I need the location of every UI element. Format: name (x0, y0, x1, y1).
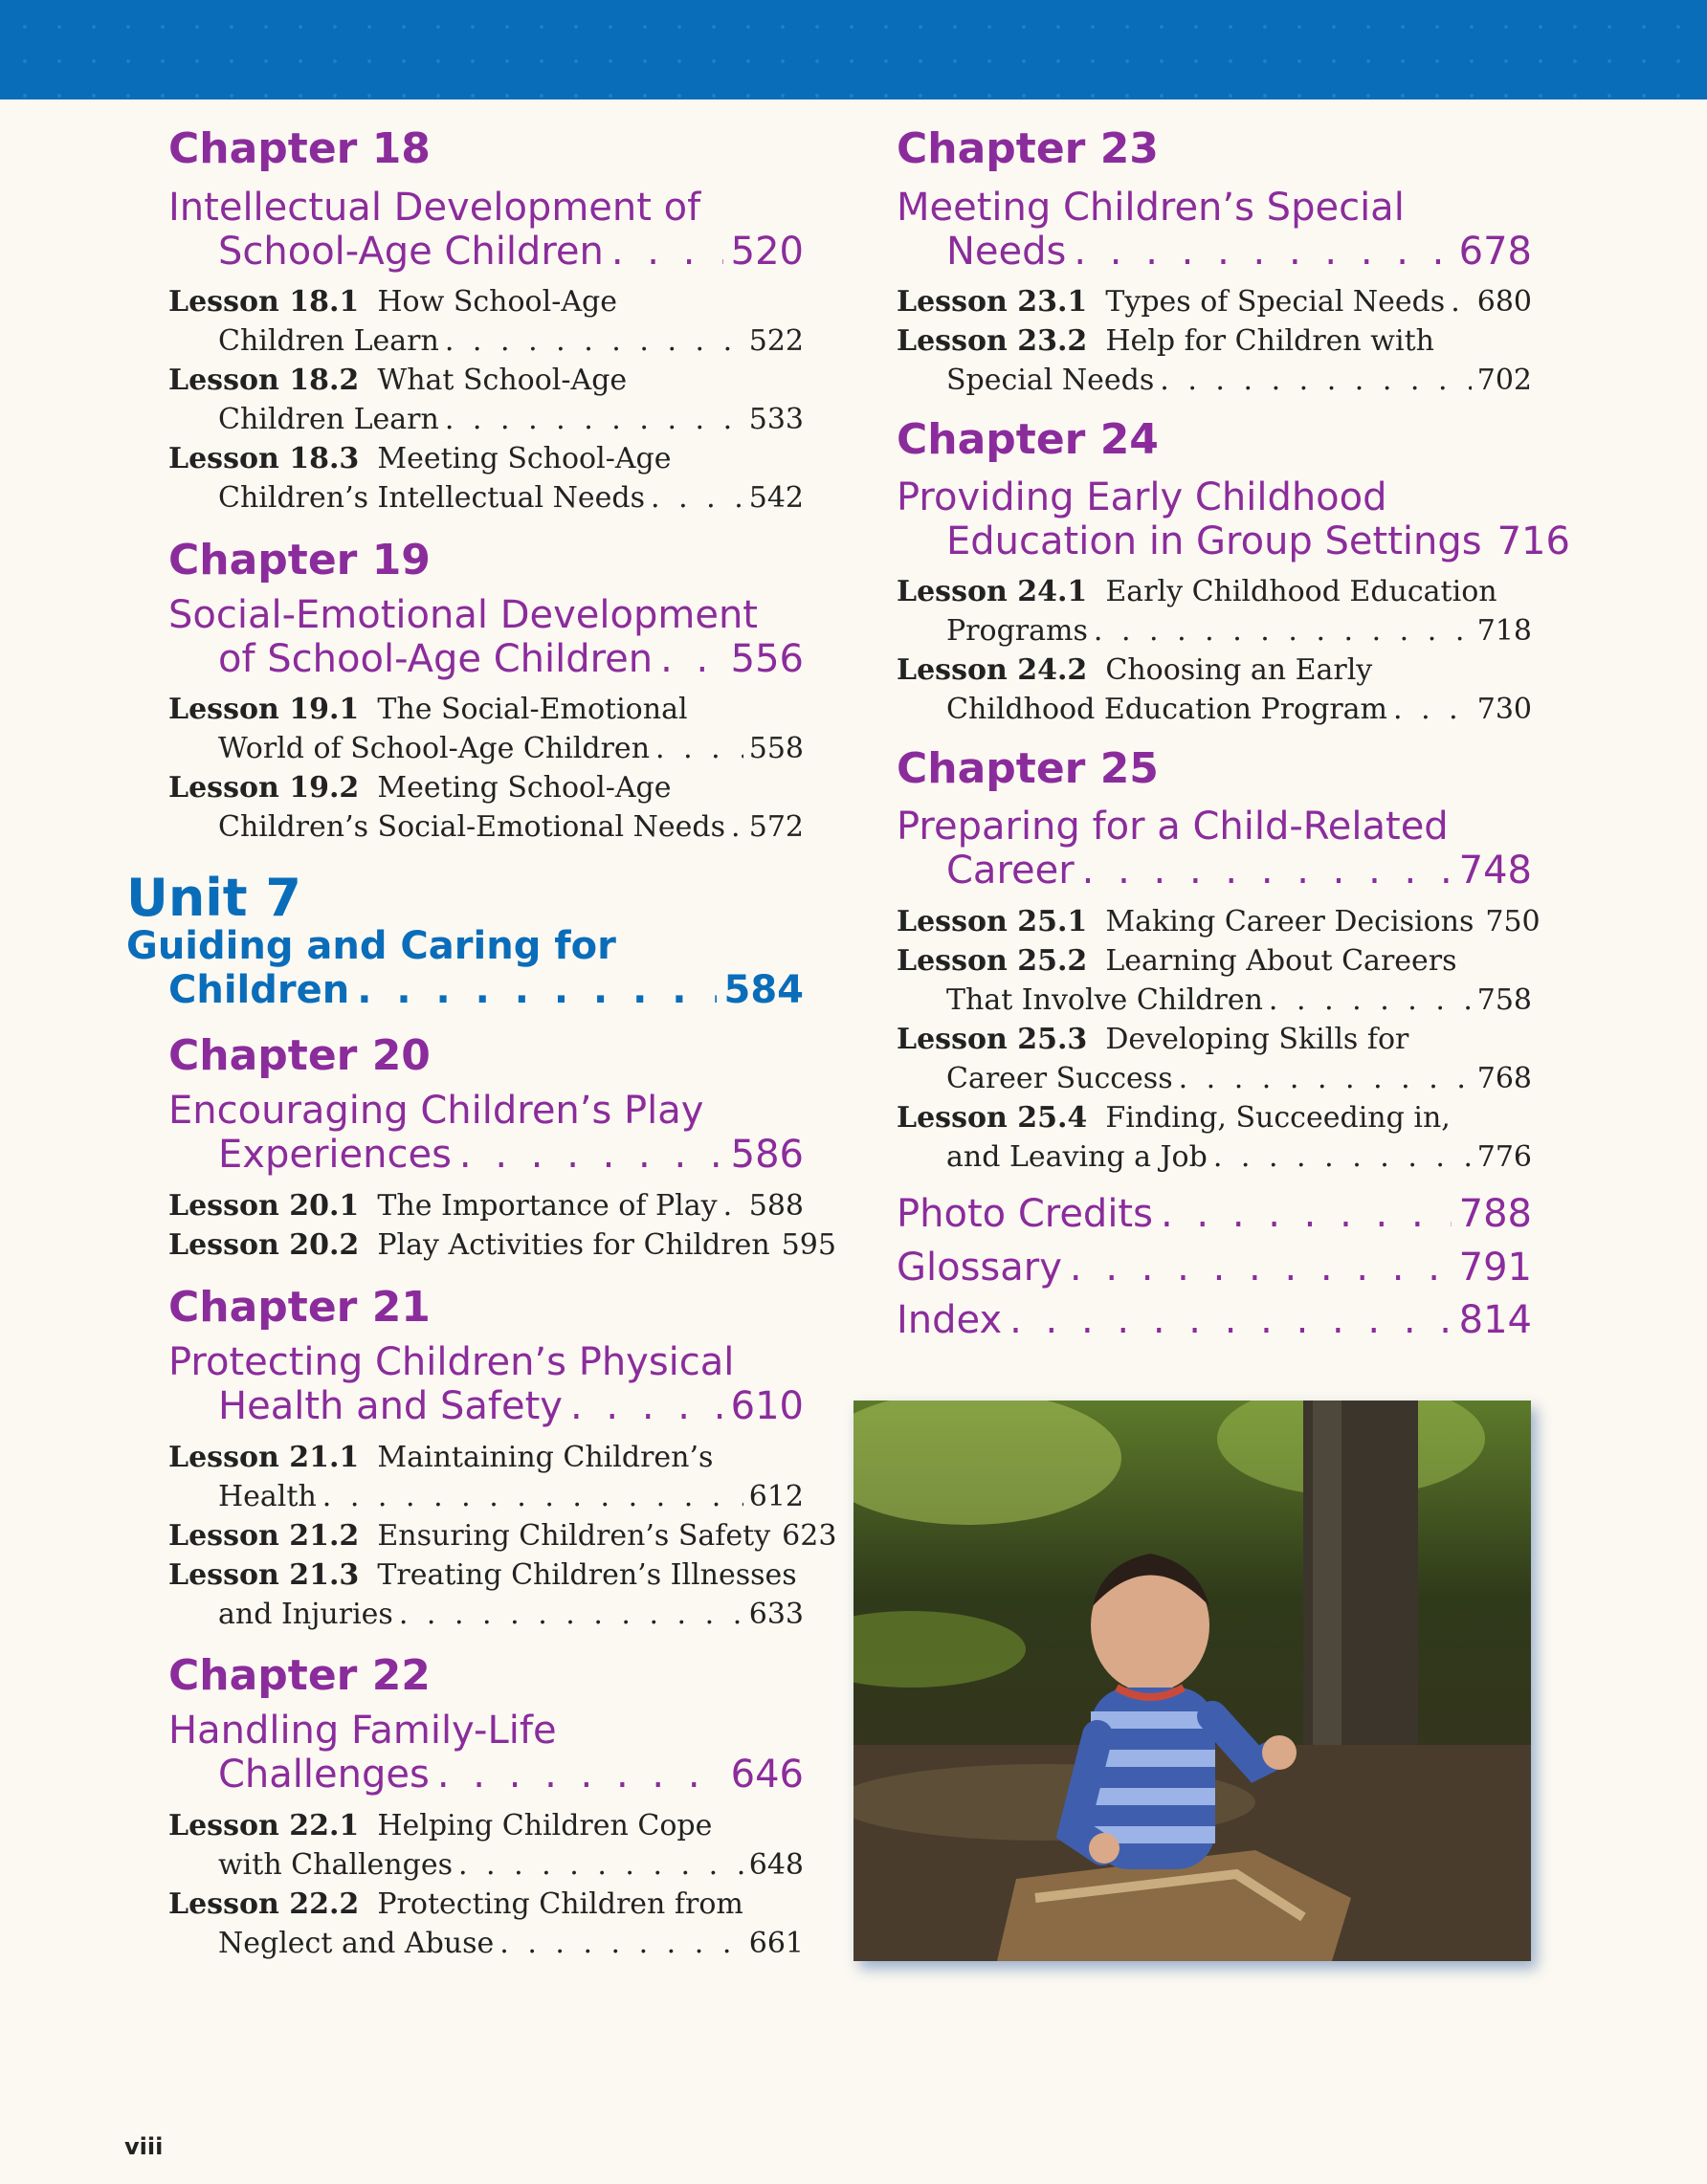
lesson-number: Lesson 20.1 (168, 1189, 360, 1223)
lesson-title-cont: Children’s Intellectual Needs (218, 481, 646, 515)
leader-dots (651, 478, 743, 518)
leader-dots (1094, 611, 1472, 651)
lesson-title: The Importance of Play (377, 1189, 718, 1223)
page-ref: 572 (748, 810, 804, 844)
lesson-number: Lesson 25.1 (897, 905, 1088, 938)
page-ref: 556 (730, 637, 804, 681)
chapter-title-line2: Education in Group Settings (946, 519, 1482, 563)
chapter-20-title[interactable] (168, 1089, 804, 1177)
lesson-title: Making Career Decisions (1105, 905, 1474, 938)
lesson-19-1[interactable] (168, 690, 804, 768)
lesson-number: Lesson 24.1 (897, 575, 1088, 608)
leader-dots (660, 637, 723, 681)
leader-dots (1070, 1246, 1452, 1290)
lesson-24-1[interactable] (897, 572, 1532, 651)
lesson-21-2[interactable] (168, 1516, 837, 1555)
lesson-22-1[interactable] (168, 1806, 804, 1885)
page-ref: 595 (781, 1228, 836, 1262)
lesson-number: Lesson 19.1 (168, 693, 360, 726)
lesson-number: Lesson 20.2 (168, 1228, 360, 1262)
leader-dots (1082, 849, 1452, 893)
chapter-23-heading[interactable]: Chapter 23 (897, 124, 1159, 173)
lesson-21-1[interactable] (168, 1438, 804, 1516)
lesson-number: Lesson 19.2 (168, 771, 360, 805)
chapter-title-line2: Career (946, 849, 1075, 893)
lesson-title: Treating Children’s Illnesses (377, 1558, 797, 1592)
leader-dots (723, 1186, 743, 1225)
leader-dots (322, 1477, 743, 1516)
page-ref: 716 (1496, 519, 1570, 563)
lesson-title: Protecting Children from (377, 1887, 743, 1921)
chapter-title-line1: Handling Family-Life (168, 1709, 557, 1753)
lesson-number: Lesson 18.1 (168, 285, 360, 319)
page-ref: 678 (1458, 230, 1532, 274)
page-ref: 718 (1476, 614, 1532, 648)
lesson-18-1[interactable] (168, 282, 804, 361)
lesson-25-2[interactable] (897, 941, 1532, 1020)
lesson-number: Lesson 21.3 (168, 1558, 360, 1592)
lesson-title: Play Activities for Children (377, 1228, 770, 1262)
lesson-number: Lesson 21.2 (168, 1519, 360, 1553)
leader-dots (357, 968, 716, 1012)
page-number: viii (124, 2133, 164, 2160)
lesson-number: Lesson 23.2 (897, 324, 1088, 358)
lesson-24-2[interactable] (897, 651, 1532, 729)
header-band (0, 0, 1707, 99)
lesson-title: Types of Special Needs (1105, 285, 1446, 319)
lesson-22-2[interactable] (168, 1885, 804, 1963)
page-ref: 814 (1458, 1298, 1532, 1342)
lesson-number: Lesson 22.1 (168, 1809, 360, 1842)
page-ref: 520 (730, 230, 804, 274)
lesson-title-cont: Childhood Education Program (946, 693, 1388, 726)
lesson-number: Lesson 22.2 (168, 1887, 360, 1921)
leader-dots (570, 1384, 723, 1428)
lesson-number: Lesson 23.1 (897, 285, 1088, 319)
lesson-23-1[interactable] (897, 282, 1532, 321)
lesson-title-cont: and Injuries (218, 1598, 393, 1631)
page-ref: 623 (782, 1519, 837, 1553)
leader-dots (445, 321, 743, 361)
lesson-25-3[interactable] (897, 1020, 1532, 1098)
chapter-title-line1: Social-Emotional Development (168, 593, 758, 637)
glossary-entry[interactable] (897, 1246, 1532, 1290)
backmatter-label: Index (897, 1298, 1003, 1342)
chapter-18-title[interactable] (168, 186, 804, 274)
leader-dots (655, 729, 743, 768)
page-ref: 791 (1458, 1246, 1532, 1290)
lesson-18-3[interactable] (168, 439, 804, 518)
lesson-title: Ensuring Children’s Safety (377, 1519, 771, 1553)
page-ref: 748 (1458, 849, 1532, 893)
lesson-title: What School-Age (377, 364, 628, 397)
chapter-title-line2: Health and Safety (218, 1384, 563, 1428)
lesson-number: Lesson 25.3 (897, 1023, 1088, 1056)
chapter-24-heading[interactable]: Chapter 24 (897, 415, 1159, 464)
leader-dots (1213, 1137, 1472, 1177)
lesson-title-cont: and Leaving a Job (946, 1140, 1208, 1174)
leader-dots (1160, 361, 1471, 400)
lesson-23-2[interactable] (897, 321, 1532, 400)
chapter-24-title[interactable] (897, 475, 1570, 563)
chapter-title-line2: Experiences (218, 1133, 452, 1177)
photo-illustration (854, 1401, 1531, 1961)
lesson-number: Lesson 21.1 (168, 1441, 360, 1474)
lesson-number: Lesson 18.3 (168, 442, 360, 475)
lesson-title: Maintaining Children’s (377, 1441, 714, 1474)
lesson-title-cont: Health (218, 1480, 317, 1513)
leader-dots (445, 400, 743, 439)
lesson-title-cont: Children Learn (218, 403, 439, 436)
chapter-21-heading[interactable]: Chapter 21 (168, 1283, 431, 1332)
unit-title-line2: Children (168, 968, 350, 1012)
chapter-title-line2: Challenges (218, 1753, 430, 1797)
lesson-title-cont: Career Success (946, 1062, 1173, 1095)
lesson-title: The Social-Emotional (377, 693, 688, 726)
page-ref: 776 (1476, 1140, 1532, 1174)
chapter-title-line2: of School-Age Children (218, 637, 654, 681)
page-ref: 533 (748, 403, 804, 436)
leader-dots (611, 230, 723, 274)
chapter-title-line2: School-Age Children (218, 230, 604, 274)
chapter-25-heading[interactable]: Chapter 25 (897, 744, 1159, 793)
leader-dots (1179, 1059, 1472, 1098)
leader-dots (399, 1595, 743, 1634)
lesson-title: Meeting School-Age (377, 442, 672, 475)
lesson-title: Developing Skills for (1105, 1023, 1409, 1056)
page-ref: 730 (1476, 693, 1532, 726)
chapter-20-heading[interactable]: Chapter 20 (168, 1031, 431, 1080)
lesson-20-2[interactable] (168, 1225, 836, 1265)
leader-dots (731, 807, 743, 847)
page-ref: 758 (1476, 983, 1532, 1017)
page-ref: 584 (723, 968, 804, 1012)
leader-dots (1451, 282, 1472, 321)
lesson-title-cont: That Involve Children (946, 983, 1263, 1017)
page-ref: 610 (730, 1384, 804, 1428)
page-ref: 750 (1485, 905, 1541, 938)
page-ref: 612 (748, 1480, 804, 1513)
lesson-number: Lesson 25.4 (897, 1101, 1088, 1135)
unit-7-heading[interactable]: Unit 7 (126, 868, 301, 928)
lesson-title-cont: Special Needs (946, 364, 1155, 397)
chapter-19-heading[interactable]: Chapter 19 (168, 536, 431, 585)
leader-dots (1009, 1298, 1452, 1342)
lesson-number: Lesson 24.2 (897, 653, 1088, 687)
chapter-19-title[interactable] (168, 593, 804, 681)
chapter-18-heading[interactable]: Chapter 18 (168, 124, 431, 173)
page-ref: 522 (748, 324, 804, 358)
lesson-title-cont: Programs (946, 614, 1088, 648)
chapter-title-line1: Protecting Children’s Physical (168, 1340, 735, 1384)
leader-dots (437, 1753, 723, 1797)
leader-dots (1161, 1192, 1452, 1236)
leader-dots (1393, 690, 1472, 729)
toddler-forest-photo (854, 1401, 1531, 1961)
backmatter-label: Glossary (897, 1246, 1062, 1290)
chapter-title-line1: Meeting Children’s Special (897, 186, 1405, 230)
chapter-title-line1: Encouraging Children’s Play (168, 1089, 704, 1133)
chapter-21-title[interactable] (168, 1340, 804, 1428)
chapter-22-heading[interactable]: Chapter 22 (168, 1651, 431, 1700)
lesson-18-2[interactable] (168, 361, 804, 439)
leader-dots (499, 1924, 743, 1963)
page-ref: 588 (748, 1189, 804, 1223)
page-ref: 680 (1476, 285, 1532, 319)
page-ref: 768 (1476, 1062, 1532, 1095)
lesson-title-cont: World of School-Age Children (218, 732, 651, 765)
chapter-23-title[interactable] (897, 186, 1532, 274)
chapter-title-line1: Intellectual Development of (168, 186, 701, 230)
chapter-title-line1: Preparing for a Child-Related (897, 805, 1449, 849)
lesson-title: Help for Children with (1105, 324, 1434, 358)
lesson-title-cont: Neglect and Abuse (218, 1927, 495, 1960)
leader-dots (459, 1133, 723, 1177)
page-ref: 661 (748, 1927, 804, 1960)
chapter-22-title[interactable] (168, 1709, 804, 1797)
lesson-25-1[interactable] (897, 902, 1541, 941)
lesson-title-cont: with Challenges (218, 1848, 453, 1882)
page-ref: 648 (748, 1848, 804, 1882)
index-entry[interactable] (897, 1298, 1532, 1342)
page-ref: 702 (1476, 364, 1532, 397)
lesson-title: Meeting School-Age (377, 771, 672, 805)
lesson-title: Early Childhood Education (1105, 575, 1497, 608)
page-ref: 788 (1458, 1192, 1532, 1236)
lesson-title-cont: Children Learn (218, 324, 439, 358)
leader-dots (1269, 981, 1472, 1020)
backmatter-label: Photo Credits (897, 1192, 1153, 1236)
lesson-title: Finding, Succeeding in, (1105, 1101, 1451, 1135)
chapter-title-line2: Needs (946, 230, 1067, 274)
unit-7-title[interactable] (126, 924, 804, 1012)
lesson-20-1[interactable] (168, 1186, 804, 1225)
lesson-title: How School-Age (377, 285, 617, 319)
unit-title-line1: Guiding and Caring for (126, 924, 616, 968)
lesson-title: Learning About Careers (1105, 944, 1457, 978)
chapter-25-title[interactable] (897, 805, 1532, 893)
lesson-title-cont: Children’s Social-Emotional Needs (218, 810, 725, 844)
chapter-title-line1: Providing Early Childhood (897, 475, 1387, 519)
page-ref: 542 (748, 481, 804, 515)
lesson-title: Helping Children Cope (377, 1809, 713, 1842)
page-ref: 633 (748, 1598, 804, 1631)
lesson-25-4[interactable] (897, 1098, 1532, 1177)
page-ref: 646 (730, 1753, 804, 1797)
lesson-19-2[interactable] (168, 768, 804, 847)
lesson-title: Choosing an Early (1105, 653, 1373, 687)
leader-dots (458, 1845, 743, 1885)
photo-credits-entry[interactable] (897, 1192, 1532, 1236)
lesson-21-3[interactable] (168, 1555, 804, 1634)
lesson-number: Lesson 18.2 (168, 364, 360, 397)
lesson-number: Lesson 25.2 (897, 944, 1088, 978)
page-ref: 558 (748, 732, 804, 765)
page-ref: 586 (730, 1133, 804, 1177)
leader-dots (1074, 230, 1451, 274)
